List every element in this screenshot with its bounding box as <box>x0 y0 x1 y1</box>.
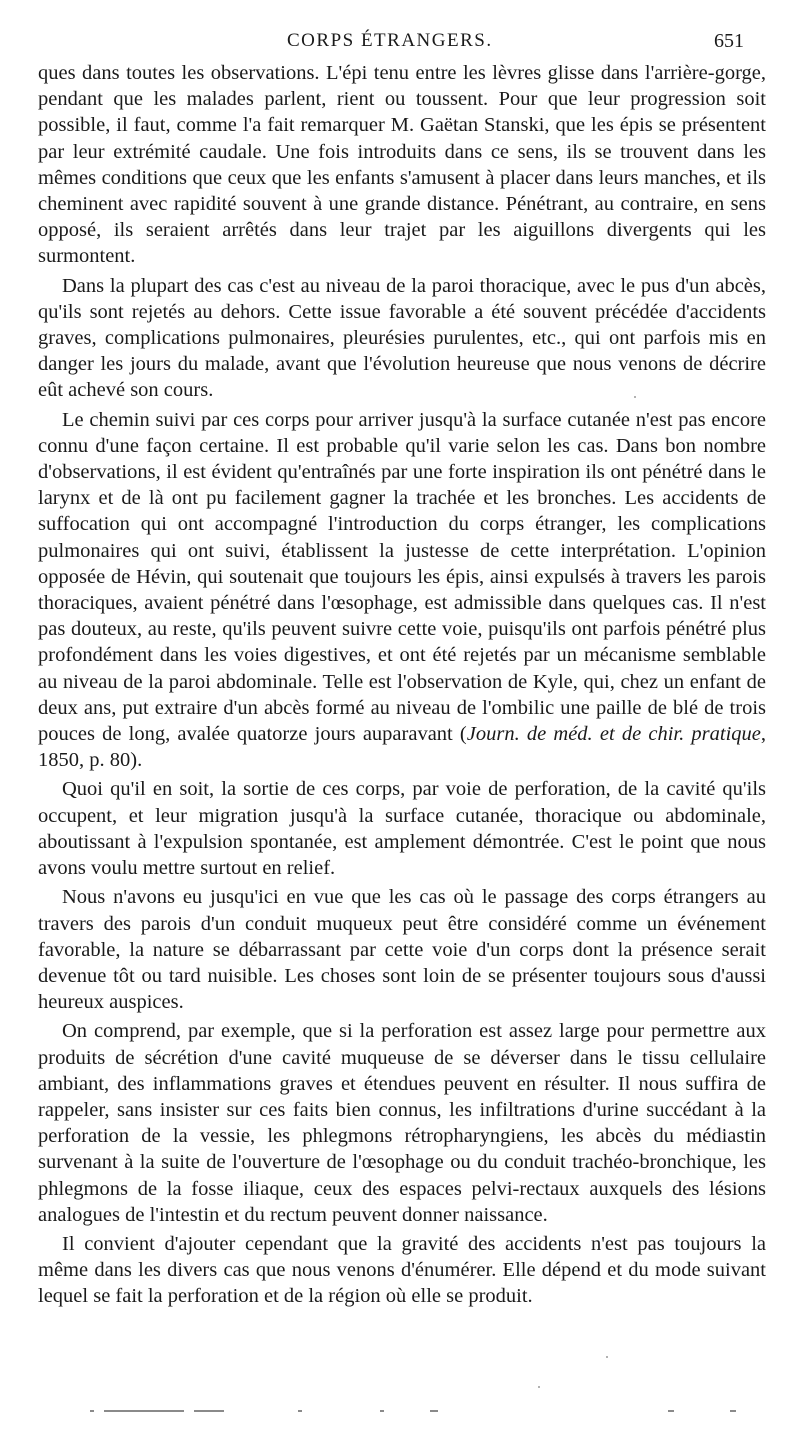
scan-mark <box>730 1410 736 1412</box>
scan-mark <box>380 1410 384 1412</box>
citation-details: , 1850, p. 80). <box>38 723 767 772</box>
scan-mark <box>298 1410 302 1412</box>
paragraph: Il convient d'ajouter cependant que la gravité des accidents n'est pas toujours la même dans les divers cas que nous venons d'énumérer. Elle dépend et du mode suivant lequel se fait la perforation et de la région où elle se produit. <box>38 1232 766 1308</box>
scan-speck <box>606 1356 608 1358</box>
body-text <box>38 60 766 1313</box>
page-number: 651 <box>714 30 744 52</box>
scan-speck <box>634 396 636 398</box>
paragraph-with-citation <box>38 407 766 774</box>
paragraph: Dans la plupart des cas c'est au niveau de la paroi thoracique, avec le pus d'un abcès, qu'ils sont rejetés au dehors. Cette issue favorable a été souvent précédée d'accidents graves, complications pulmonaires, pleurésies purulentes, etc., qui ont parfois mis en danger les jours du malade, avant que l'évolution heureuse que nous venons de décrire eût achevé son cours. <box>38 274 766 402</box>
paragraph-text: Le chemin suivi par ces corps pour arriver jusqu'à la surface cutanée n'est pas encore connu d'une façon certaine. Il est probable qu'il varie selon les cas. Dans bon nombre d'observations, il est évident qu'entraînés par une forte inspiration ils ont pénétré dans le larynx et de là ont pu facilement gagner la trachée et les bronches. Les accidents de suffocation qui ont accompagné l'introduction du corps étranger, les complications pulmonaires qui ont suivi, établissent la justesse de cette interprétation. L'opinion opposée de Hévin, qui soutenait que toujours les épis, ainsi expulsés à travers les parois thoraciques, avaient pénétré dans l'œsophage, est admissible dans quelques cas. Il n'est pas douteux, au reste, qu'ils peuvent suivre cette voie, puisqu'ils ont parfois pénétré plus profondément dans les voies digestives, et ont été rejetés par un mécanisme semblable au niveau de la paroi abdominale. Telle est l'observation de Kyle, qui, chez un enfant de deux ans, put extraire d'un abcès formé au niveau de l'ombilic une paille de blé de trois pouces de long, avalée quatorze jours auparavant ( <box>38 408 766 746</box>
scan-mark <box>194 1410 224 1412</box>
scan-artifact-marks <box>90 1410 740 1416</box>
running-header <box>0 30 800 56</box>
paragraph: Nous n'avons eu jusqu'ici en vue que les cas où le passage des corps étrangers au travers des parois d'un conduit muqueux peut être considéré comme un événement favorable, la nature se débarrassant par cette voie d'un corps dont la présence serait devenue tôt ou tard nuisible. Les choses sont loin de se présenter toujours sous d'aussi heureux auspices. <box>38 886 766 1014</box>
paragraph-continued: ques dans toutes les observations. L'épi tenu entre les lèvres glisse dans l'arrière-gorge, pendant que les malades parlent, rient ou toussent. Pour que leur progression soit possible, il faut, comme l'a fait remarquer M. Gaëtan Stanski, que les épis se présentent par leur extrémité caudale. Une fois introduits dans ce sens, ils se trouvent dans les mêmes conditions que ceux que les enfants s'amusent à placer dans leurs manches, et ils cheminent avec rapidité souvent à une grande distance. Pénétrant, au contraire, en sens opposé, ils seraient arrêtés dans leur trajet par les aiguillons divergents qui les surmontent. <box>38 62 766 268</box>
scan-speck <box>538 1386 540 1388</box>
running-title: CORPS ÉTRANGERS. <box>287 30 493 51</box>
scan-mark <box>104 1410 184 1412</box>
paragraph: On comprend, par exemple, que si la perforation est assez large pour permettre aux produits de sécrétion d'une cavité muqueuse de se déverser dans le tissu cellulaire ambiant, des inflammations graves et étendues peuvent en résulter. Il nous suffira de rappeler, sans insister sur ces faits bien connus, les infiltrations d'urine succédant à la perforation de la vessie, les phlegmons rétropharyngiens, les abcès du médiastin survenant à la suite de l'ouverture de l'œsophage ou du conduit trachéo-bronchique, les phlegmons de la fosse iliaque, ceux des espaces pelvi-rectaux auxquels des lésions analogues de l'intestin et du rectum peuvent donner naissance. <box>38 1020 766 1226</box>
scan-mark <box>430 1410 438 1412</box>
paragraph: Quoi qu'il en soit, la sortie de ces corps, par voie de perforation, de la cavité qu'ils occupent, et leur migration jusqu'à la surface cutanée, thoracique ou abdominale, aboutissant à l'expulsion spontanée, est amplement démontrée. C'est le point que nous avons voulu mettre surtout en relief. <box>38 778 766 880</box>
scan-mark <box>90 1410 94 1412</box>
citation-title: Journ. de méd. et de chir. pratique <box>466 723 761 746</box>
scan-mark <box>668 1410 674 1412</box>
